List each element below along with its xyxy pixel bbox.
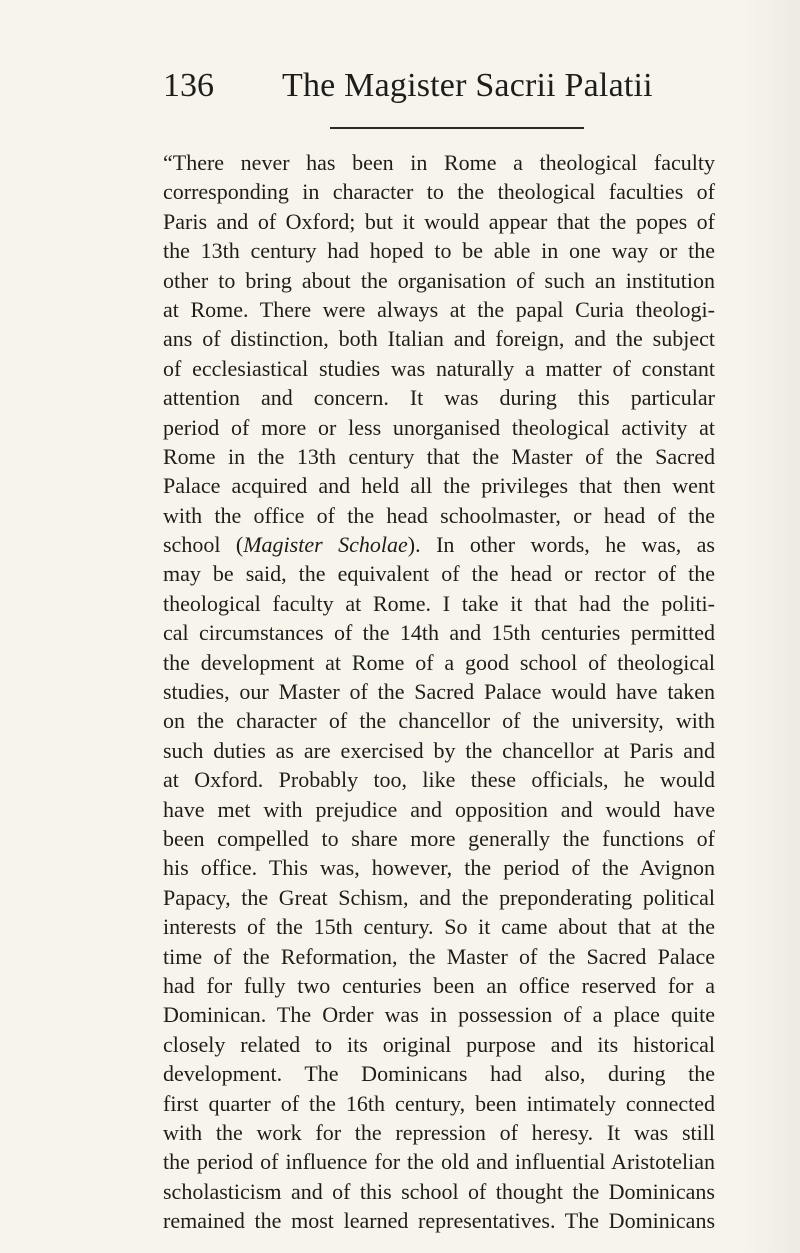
- text-line: closely related to its original purpose and its historical: [163, 1031, 715, 1057]
- text-line: have met with prejudice and opposition and would have: [163, 796, 715, 822]
- text-line: with the work for the repression of heresy. It was still: [163, 1119, 715, 1145]
- text-line: remained the most learned representatives. The Dominicans: [163, 1208, 715, 1234]
- header-rule: [330, 127, 584, 129]
- italic-term: Magister Scholae: [243, 532, 408, 558]
- text-line: on the character of the chancellor of the university, with: [163, 708, 715, 734]
- page-edge-shading: [740, 0, 800, 1253]
- text-segment: school (: [163, 532, 244, 558]
- page-header: [0, 66, 800, 116]
- text-line: scholasticism and of this school of thought the Dominicans: [163, 1178, 715, 1204]
- text-line: attention and concern. It was during this particular: [163, 385, 715, 411]
- text-line: at Oxford. Probably too, like these officials, he would: [163, 767, 715, 793]
- text-line: Papacy, the Great Schism, and the preponderating political: [163, 884, 715, 910]
- text-line: cal circumstances of the 14th and 15th centuries permitted: [163, 620, 715, 646]
- text-line: his office. This was, however, the period of the Avignon: [163, 855, 715, 881]
- text-line: other to bring about the organisation of such an institution: [163, 267, 715, 293]
- text-line-with-italic: [163, 530, 715, 559]
- text-line: the 13th century had hoped to be able in one way or the: [163, 238, 715, 264]
- text-line: theological faculty at Rome. I take it that had the politi-: [163, 590, 715, 616]
- text-line: had for fully two centuries been an office reserved for a: [163, 972, 715, 998]
- text-line: studies, our Master of the Sacred Palace would have taken: [163, 679, 715, 705]
- running-title: The Magister Sacrii Palatii: [282, 67, 653, 104]
- text-line: may be said, the equivalent of the head or rector of the: [163, 561, 715, 587]
- page-number: 136: [163, 67, 214, 104]
- text-line: Palace acquired and held all the privileges that then went: [163, 473, 715, 499]
- body-text: [163, 148, 715, 1235]
- text-line: time of the Reformation, the Master of the Sacred Palace: [163, 943, 715, 969]
- text-line: Paris and of Oxford; but it would appear that the popes of: [163, 208, 715, 234]
- text-line: first quarter of the 16th century, been intimately connected: [163, 1090, 715, 1116]
- text-line: been compelled to share more generally the functions of: [163, 825, 715, 851]
- text-line: Dominican. The Order was in possession of a place quite: [163, 1002, 715, 1028]
- text-line: of ecclesiastical studies was naturally a matter of constant: [163, 355, 715, 381]
- text-line: “There never has been in Rome a theological faculty: [163, 150, 715, 175]
- text-line: with the office of the head schoolmaster, or head of the: [163, 502, 715, 528]
- text-line: at Rome. There were always at the papal Curia theologi-: [163, 296, 715, 322]
- text-line: ans of distinction, both Italian and foreign, and the subject: [163, 326, 715, 352]
- text-line: the development at Rome of a good school of theological: [163, 649, 715, 675]
- text-line: such duties as are exercised by the chancellor at Paris and: [163, 737, 715, 763]
- text-line: interests of the 15th century. So it came about that at the: [163, 914, 715, 940]
- text-line: corresponding in character to the theological faculties of: [163, 179, 715, 205]
- text-segment: ). In other words, he was, as: [407, 532, 715, 558]
- text-line: development. The Dominicans had also, during the: [163, 1061, 715, 1087]
- text-line: period of more or less unorganised theological activity at: [163, 414, 715, 440]
- text-line: Rome in the 13th century that the Master of the Sacred: [163, 443, 715, 469]
- text-line: the period of influence for the old and influential Aristotelian: [163, 1149, 715, 1175]
